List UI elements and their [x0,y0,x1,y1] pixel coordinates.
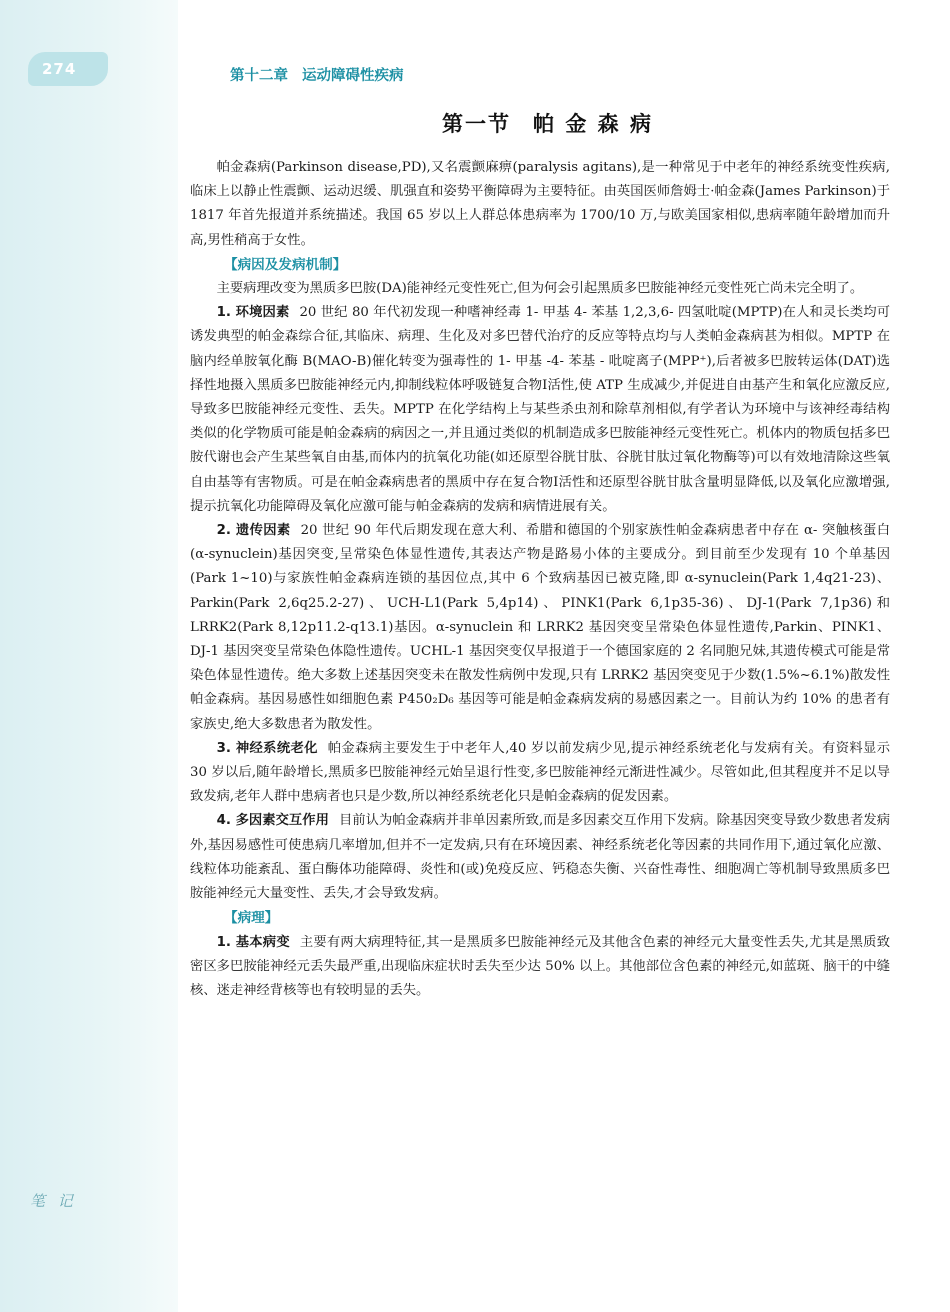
factor-paragraph-multifactor [190,809,890,906]
factor-lead: 4. 多因素交互作用 [216,813,329,829]
factor-text: 20 世纪 90 年代后期发现在意大利、希腊和德国的个别家族性帕金森病患者中存在 α- 突触核蛋白(α-synuclein)基因突变,呈常染色体显性遗传,其表达产物是路易小体的主要成分。到目前至少发现有 10 个单基因(Park 1~10)与家族性帕金森病连锁的基因位点,其中 6 个致病基因已被克隆,即 α-synuclein(Park 1,4q21-23)、Parkin(Park 2,6q25.2-27)、UCH-L1(Park 5,4p14)、PINK1(Park 6,1p35-36)、DJ-1(Park 7,1p36)和 LRRK2(Park 8,12p11.2-q13.1)基因。α-synuclein 和 LRRK2 基因突变呈常染色体显性遗传,Parkin、PINK1、DJ-1 基因突变呈常染色体隐性遗传。UCHL-1 基因突变仅早报道于一个德国家庭的 2 名同胞兄妹,其遗传模式可能是常染色体显性遗传。绝大多数上述基因突变未在散发性病例中发现,只有 LRRK2 基因突变见于少数(1.5%~6.1%)散发性帕金森病。基因易感性如细胞色素 P450₂D₆ 基因等可能是帕金森病发病的易感因素之一。目前认为约 10% 的患者有家族史,绝大多数患者为散发性。 [190,523,890,732]
etiology-intro-paragraph: 主要病理改变为黑质多巴胺(DA)能神经元变性死亡,但为何会引起黑质多巴胺能神经元变性死亡尚未完全明了。 [216,281,864,297]
notes-label: 笔 记 [30,1192,77,1210]
factor-text: 帕金森病主要发生于中老年人,40 岁以前发病少见,提示神经系统老化与发病有关。有资料显示 30 岁以后,随年龄增长,黑质多巴胺能神经元始呈退行性变,多巴胺能神经元渐进性减少。尽管如此,但其程度并不足以导致发病,老年人群中患病者也只是少数,所以神经系统老化只是帕金森病的促发因素。 [190,740,890,805]
intro-paragraph: 帕金森病(Parkinson disease,PD),又名震颤麻痹(paralysis agitans),是一种常见于中老年的神经系统变性疾病,临床上以静止性震颤、运动迟缓、肌强直和姿势平衡障碍为主要特征。由英国医师詹姆士·帕金森(James Parkinson)于 1817 年首先报道并系统描述。我国 65 岁以上人群总体患病率为 1700/10 万,与欧美国家相似,患病率随年龄增加而升高,男性稍高于女性。 [190,160,890,248]
page-number: 274 [28,52,108,86]
pathology-heading: 【病理】 [224,910,279,927]
pathology-lead: 1. 基本病变 [216,934,290,950]
chapter-number: 第十二章 [230,68,288,84]
factor-lead: 2. 遗传因素 [216,523,291,539]
factor-paragraph-genetic [190,519,890,737]
factor-lead: 3. 神经系统老化 [216,740,318,756]
margin-band [0,0,178,1312]
factor-paragraph-environment [190,301,890,519]
section-number: 第一节 [442,112,512,136]
etiology-heading: 【病因及发病机制】 [224,256,347,273]
section-title [0,108,950,138]
running-header [230,64,404,85]
factor-paragraph-aging [190,737,890,810]
factor-text: 20 世纪 80 年代初发现一种嗜神经毒 1- 甲基 4- 苯基 1,2,3,6- 四氢吡啶(MPTP)在人和灵长类均可诱发典型的帕金森综合征,其临床、病理、生化及对多巴替代治疗的反应等特点均与人类帕金森病甚为相似。MPTP 在脑内经单胺氧化酶 B(MAO-B)催化转变为强毒性的 1- 甲基 -4- 苯基 - 吡啶离子(MPP⁺),后者被多巴胺转运体(DAT)选择性地摄入黑质多巴胺能神经元内,抑制线粒体呼吸链复合物Ⅰ活性,使 ATP 生成减少,并促进自由基产生和氧化应激反应,导致多巴胺能神经元变性、丢失。MPTP 在化学结构上与某些杀虫剂和除草剂相似,有学者认为环境中与该神经毒结构类似的化学物质可能是帕金森病的病因之一,并且通过类似的机制造成多巴胺能神经元变性死亡。机体内的物质包括多巴胺代谢也会产生某些氧自由基,而体内的抗氧化功能(如还原型谷胱甘肽、谷胱甘肽过氧化物酶等)可以有效地清除这些氧自由基等有害物质。可是在帕金森病患者的黑质中存在复合物Ⅰ活性和还原型谷胱甘肽含量明显降低,以及氧化应激增强,提示抗氧化功能障碍及氧化应激可能与帕金森病的发病和病情进展有关。 [190,305,890,514]
body-text [190,156,890,1003]
section-name: 帕 金 森 病 [533,112,653,136]
pathology-paragraph [190,931,890,1004]
factor-text: 目前认为帕金森病并非单因素所致,而是多因素交互作用下发病。除基因突变导致少数患者发病外,基因易感性可使患病几率增加,但并不一定发病,只有在环境因素、神经系统老化等因素的共同作用下,通过氧化应激、线粒体功能紊乱、蛋白酶体功能障碍、炎性和(或)免疫反应、钙稳态失衡、兴奋性毒性、细胞凋亡等机制导致黑质多巴胺能神经元大量变性、丢失,才会导致发病。 [190,813,890,902]
pathology-text: 主要有两大病理特征,其一是黑质多巴胺能神经元及其他含色素的神经元大量变性丢失,尤其是黑质致密区多巴胺能神经元丢失最严重,出现临床症状时丢失至少达 50% 以上。其他部位含色素的神经元,如蓝斑、脑干的中缝核、迷走神经背核等也有较明显的丢失。 [190,934,890,998]
factor-lead: 1. 环境因素 [216,305,290,321]
chapter-title: 运动障碍性疾病 [302,68,404,84]
